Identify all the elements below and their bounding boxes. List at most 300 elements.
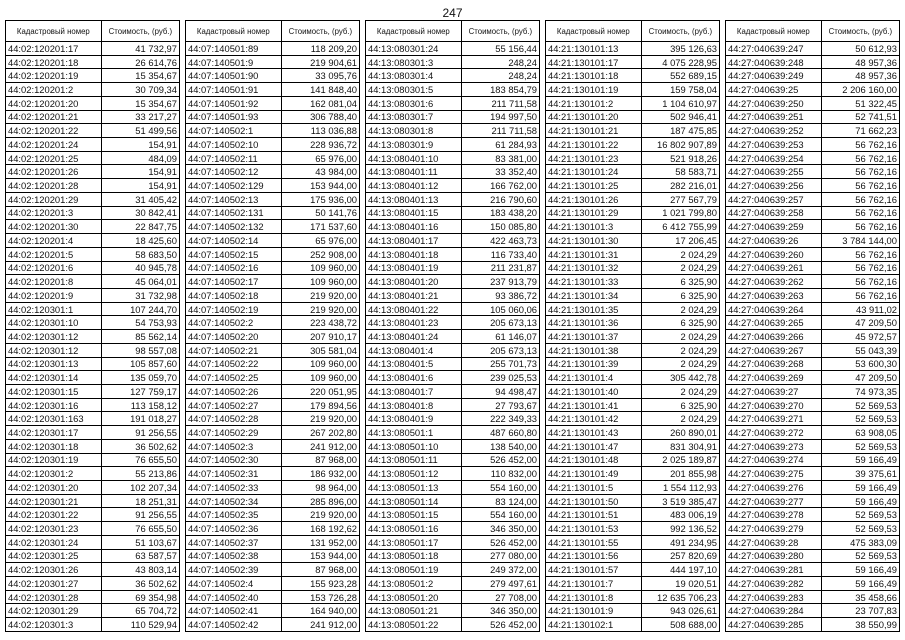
cost-value: 76 655,50 <box>101 522 179 536</box>
cadastral-number: 44:07:140502:15 <box>186 247 282 261</box>
table-row <box>6 234 180 248</box>
table-row <box>546 330 720 344</box>
cost-value: 50 141,76 <box>281 206 359 220</box>
cadastral-number: 44:02:120201:4 <box>6 234 102 248</box>
cadastral-number: 44:13:080401:6 <box>366 371 462 385</box>
cadastral-number-header: Кадастровый номер <box>186 21 282 42</box>
cost-value: 61 146,07 <box>461 330 539 344</box>
table-row <box>726 563 900 577</box>
cost-value: 53 600,30 <box>821 357 899 371</box>
cadastral-number: 44:27:040639:257 <box>726 192 822 206</box>
cost-value: 55 213,86 <box>101 467 179 481</box>
cadastral-number: 44:21:130101:24 <box>546 165 642 179</box>
table-row <box>186 261 360 275</box>
table-row <box>726 192 900 206</box>
cadastral-number: 44:07:140502:10 <box>186 138 282 152</box>
cost-value: 40 945,78 <box>101 261 179 275</box>
cost-value: 219 904,61 <box>281 55 359 69</box>
table-row <box>546 426 720 440</box>
cost-value: 282 216,01 <box>641 179 719 193</box>
table-row <box>6 618 180 632</box>
cost-value: 41 732,97 <box>101 42 179 56</box>
cadastral-number: 44:02:120201:8 <box>6 275 102 289</box>
cadastral-number: 44:21:130101:2 <box>546 96 642 110</box>
cadastral-number: 44:07:140502:31 <box>186 467 282 481</box>
cadastral-number: 44:07:140502:40 <box>186 590 282 604</box>
table-row <box>366 42 540 56</box>
cadastral-number: 44:27:040639:262 <box>726 275 822 289</box>
table-row <box>6 261 180 275</box>
cadastral-number: 44:13:080401:7 <box>366 384 462 398</box>
cost-value: 252 908,00 <box>281 247 359 261</box>
cadastral-number: 44:13:080401:11 <box>366 165 462 179</box>
cost-value: 241 912,00 <box>281 618 359 632</box>
table-row <box>366 453 540 467</box>
cost-value: 56 762,16 <box>821 288 899 302</box>
cost-value: 526 452,00 <box>461 618 539 632</box>
table-row <box>726 535 900 549</box>
table-row <box>186 302 360 316</box>
table-row <box>546 549 720 563</box>
cost-value: 107 244,70 <box>101 302 179 316</box>
table-row <box>6 494 180 508</box>
cost-value: 52 569,53 <box>821 508 899 522</box>
table-row <box>6 42 180 56</box>
table-row <box>546 494 720 508</box>
table-row <box>546 288 720 302</box>
cadastral-number: 44:21:130101:32 <box>546 261 642 275</box>
table-row <box>366 618 540 632</box>
table-row <box>366 508 540 522</box>
cadastral-number: 44:07:140502:37 <box>186 535 282 549</box>
cadastral-number: 44:27:040639:284 <box>726 604 822 618</box>
cost-header: Стоимость, (руб.) <box>641 21 719 42</box>
table-row <box>186 42 360 56</box>
cadastral-number: 44:27:040639:264 <box>726 302 822 316</box>
cost-value: 85 562,14 <box>101 330 179 344</box>
table-row <box>546 165 720 179</box>
cost-value: 1 021 799,80 <box>641 206 719 220</box>
table-row <box>186 110 360 124</box>
cadastral-table <box>185 20 360 632</box>
cost-value: 109 960,00 <box>281 275 359 289</box>
cost-value: 36 502,62 <box>101 577 179 591</box>
cost-value: 71 662,23 <box>821 124 899 138</box>
cost-value: 52 569,53 <box>821 398 899 412</box>
table-row <box>6 83 180 97</box>
cost-value: 166 762,00 <box>461 179 539 193</box>
cadastral-number: 44:27:040639:251 <box>726 110 822 124</box>
table-row <box>546 42 720 56</box>
table-row <box>366 247 540 261</box>
cost-header: Стоимость, (руб.) <box>461 21 539 42</box>
cost-value: 223 438,72 <box>281 316 359 330</box>
cost-value: 491 234,95 <box>641 535 719 549</box>
cadastral-number: 44:21:130101:30 <box>546 234 642 248</box>
cost-value: 992 136,52 <box>641 522 719 536</box>
table-row <box>186 206 360 220</box>
table-row <box>366 220 540 234</box>
cost-value: 105 060,06 <box>461 302 539 316</box>
cadastral-number: 44:02:120201:5 <box>6 247 102 261</box>
table-row <box>186 151 360 165</box>
table-row <box>546 124 720 138</box>
cost-value: 18 425,60 <box>101 234 179 248</box>
cadastral-number: 44:02:120301:1 <box>6 302 102 316</box>
cost-value: 110 832,00 <box>461 467 539 481</box>
cadastral-number: 44:02:120201:22 <box>6 124 102 138</box>
cost-value: 552 689,15 <box>641 69 719 83</box>
table-row <box>366 494 540 508</box>
cost-value: 2 024,29 <box>641 412 719 426</box>
cost-header: Стоимость, (руб.) <box>281 21 359 42</box>
cadastral-number: 44:13:080501:14 <box>366 494 462 508</box>
table-row <box>186 426 360 440</box>
cost-value: 76 655,50 <box>101 453 179 467</box>
cost-value: 27 793,67 <box>461 398 539 412</box>
table-row <box>726 549 900 563</box>
cadastral-number: 44:13:080301:24 <box>366 42 462 56</box>
cost-value: 26 614,76 <box>101 55 179 69</box>
table-row <box>366 206 540 220</box>
cadastral-number: 44:02:120201:29 <box>6 192 102 206</box>
cadastral-number: 44:21:130101:51 <box>546 508 642 522</box>
cadastral-number: 44:07:140502:25 <box>186 371 282 385</box>
cadastral-number: 44:02:120201:3 <box>6 206 102 220</box>
cadastral-number: 44:27:040639:266 <box>726 330 822 344</box>
cadastral-number: 44:27:040639:252 <box>726 124 822 138</box>
cost-value: 94 498,47 <box>461 384 539 398</box>
cost-value: 6 325,90 <box>641 398 719 412</box>
cadastral-number: 44:21:130101:55 <box>546 535 642 549</box>
table-row <box>186 618 360 632</box>
cost-value: 2 024,29 <box>641 302 719 316</box>
cadastral-number: 44:02:120201:25 <box>6 151 102 165</box>
cadastral-number: 44:02:120301:163 <box>6 412 102 426</box>
cadastral-number: 44:07:140502:4 <box>186 577 282 591</box>
cadastral-number: 44:21:130101:21 <box>546 124 642 138</box>
cost-value: 6 412 755,99 <box>641 220 719 234</box>
cadastral-number: 44:07:140502:41 <box>186 604 282 618</box>
cost-value: 65 704,72 <box>101 604 179 618</box>
cost-value: 1 104 610,97 <box>641 96 719 110</box>
cadastral-number: 44:07:140502:16 <box>186 261 282 275</box>
table-row <box>186 124 360 138</box>
cadastral-number-header: Кадастровый номер <box>546 21 642 42</box>
table-row <box>366 549 540 563</box>
cost-value: 201 855,98 <box>641 467 719 481</box>
cadastral-number: 44:21:130101:31 <box>546 247 642 261</box>
table-row <box>186 192 360 206</box>
table-row <box>726 467 900 481</box>
cost-value: 191 018,27 <box>101 412 179 426</box>
cost-value: 422 463,73 <box>461 234 539 248</box>
cost-value: 59 166,49 <box>821 577 899 591</box>
cadastral-number: 44:07:140502:2 <box>186 316 282 330</box>
table-row <box>6 426 180 440</box>
cost-value: 219 920,00 <box>281 302 359 316</box>
cost-value: 22 847,75 <box>101 220 179 234</box>
table-row <box>6 508 180 522</box>
cadastral-number: 44:21:130102:1 <box>546 618 642 632</box>
table-row <box>726 83 900 97</box>
cost-value: 43 803,14 <box>101 563 179 577</box>
table-header-row <box>546 21 720 42</box>
cadastral-number: 44:07:140502:39 <box>186 563 282 577</box>
table-row <box>186 439 360 453</box>
cadastral-number: 44:13:080501:12 <box>366 467 462 481</box>
table-row <box>726 110 900 124</box>
cadastral-number-header: Кадастровый номер <box>6 21 102 42</box>
cost-value: 56 762,16 <box>821 220 899 234</box>
cost-value: 19 020,51 <box>641 577 719 591</box>
cost-value: 222 349,33 <box>461 412 539 426</box>
table-row <box>726 357 900 371</box>
table-row <box>6 192 180 206</box>
table-row <box>546 453 720 467</box>
cost-value: 55 043,39 <box>821 343 899 357</box>
table-row <box>366 412 540 426</box>
cadastral-number: 44:13:080501:17 <box>366 535 462 549</box>
cadastral-number: 44:27:040639:268 <box>726 357 822 371</box>
cadastral-number: 44:13:080401:5 <box>366 357 462 371</box>
table-row <box>186 481 360 495</box>
cost-value: 47 209,50 <box>821 371 899 385</box>
cadastral-number: 44:13:080301:8 <box>366 124 462 138</box>
table-row <box>366 124 540 138</box>
cadastral-number: 44:21:130101:49 <box>546 467 642 481</box>
cadastral-number: 44:07:140501:9 <box>186 55 282 69</box>
cost-value: 305 581,04 <box>281 343 359 357</box>
cost-value: 127 759,17 <box>101 384 179 398</box>
table-row <box>366 302 540 316</box>
cadastral-number: 44:02:120301:26 <box>6 563 102 577</box>
table-row <box>366 151 540 165</box>
table-row <box>186 563 360 577</box>
table-row <box>546 247 720 261</box>
cost-value: 109 960,00 <box>281 371 359 385</box>
table-row <box>6 467 180 481</box>
cadastral-number: 44:21:130101:17 <box>546 55 642 69</box>
cadastral-number: 44:27:040639:247 <box>726 42 822 56</box>
cost-value: 141 848,40 <box>281 83 359 97</box>
table-row <box>6 439 180 453</box>
table-row <box>546 275 720 289</box>
table-row <box>726 42 900 56</box>
table-row <box>366 398 540 412</box>
cost-value: 43 984,00 <box>281 165 359 179</box>
cadastral-number: 44:07:140501:89 <box>186 42 282 56</box>
table-row <box>6 604 180 618</box>
cost-value: 260 890,01 <box>641 426 719 440</box>
cost-value: 164 940,00 <box>281 604 359 618</box>
cost-value: 155 923,28 <box>281 577 359 591</box>
cost-value: 65 976,00 <box>281 234 359 248</box>
cadastral-table <box>5 20 180 632</box>
cadastral-number: 44:21:130101:23 <box>546 151 642 165</box>
cost-value: 153 726,28 <box>281 590 359 604</box>
table-row <box>6 549 180 563</box>
cost-value: 91 256,55 <box>101 508 179 522</box>
cost-value: 179 894,56 <box>281 398 359 412</box>
cost-value: 521 918,26 <box>641 151 719 165</box>
cost-value: 237 913,79 <box>461 275 539 289</box>
cost-value: 205 673,13 <box>461 316 539 330</box>
cadastral-number: 44:02:120201:2 <box>6 83 102 97</box>
cost-value: 58 583,71 <box>641 165 719 179</box>
table-row <box>546 508 720 522</box>
cost-value: 211 711,58 <box>461 96 539 110</box>
cost-value: 18 251,31 <box>101 494 179 508</box>
cadastral-number: 44:13:080501:2 <box>366 577 462 591</box>
cadastral-number: 44:21:130101:18 <box>546 69 642 83</box>
cadastral-number: 44:13:080501:13 <box>366 481 462 495</box>
cadastral-number: 44:07:140502:27 <box>186 398 282 412</box>
cost-value: 45 972,57 <box>821 330 899 344</box>
cadastral-number: 44:21:130101:25 <box>546 179 642 193</box>
cost-value: 249 372,00 <box>461 563 539 577</box>
table-row <box>186 138 360 152</box>
cost-value: 27 708,00 <box>461 590 539 604</box>
cadastral-number: 44:27:040639:277 <box>726 494 822 508</box>
cadastral-number: 44:07:140502:22 <box>186 357 282 371</box>
cost-value: 55 156,44 <box>461 42 539 56</box>
cadastral-number: 44:27:040639:256 <box>726 179 822 193</box>
table-row <box>726 124 900 138</box>
cadastral-number-header: Кадастровый номер <box>726 21 822 42</box>
table-row <box>366 110 540 124</box>
cost-value: 241 912,00 <box>281 439 359 453</box>
cost-value: 56 762,16 <box>821 151 899 165</box>
cadastral-number: 44:13:080501:18 <box>366 549 462 563</box>
table-row <box>186 467 360 481</box>
table-row <box>6 302 180 316</box>
table-row <box>6 69 180 83</box>
table-row <box>546 439 720 453</box>
cost-value: 2 024,29 <box>641 247 719 261</box>
table-header-row <box>366 21 540 42</box>
cadastral-number: 44:27:040639:279 <box>726 522 822 536</box>
table-row <box>6 453 180 467</box>
cadastral-number: 44:27:040639:255 <box>726 165 822 179</box>
cadastral-number: 44:21:130101:4 <box>546 371 642 385</box>
cadastral-number: 44:02:120301:17 <box>6 426 102 440</box>
table-row <box>546 69 720 83</box>
cadastral-number: 44:07:140502:11 <box>186 151 282 165</box>
table-row <box>546 371 720 385</box>
table-row <box>726 247 900 261</box>
table-row <box>6 343 180 357</box>
cost-value: 110 529,94 <box>101 618 179 632</box>
table-row <box>546 535 720 549</box>
table-row <box>726 522 900 536</box>
cost-value: 56 762,16 <box>821 138 899 152</box>
cadastral-number: 44:07:140502:1 <box>186 124 282 138</box>
cadastral-number: 44:07:140502:17 <box>186 275 282 289</box>
cost-value: 105 857,60 <box>101 357 179 371</box>
cadastral-number: 44:02:120201:21 <box>6 110 102 124</box>
table-row <box>546 110 720 124</box>
cost-value: 52 569,53 <box>821 412 899 426</box>
cost-value: 113 158,12 <box>101 398 179 412</box>
cadastral-number: 44:13:080401:13 <box>366 192 462 206</box>
cost-value: 248,24 <box>461 69 539 83</box>
cost-value: 59 166,49 <box>821 494 899 508</box>
table-row <box>546 412 720 426</box>
table-row <box>726 343 900 357</box>
table-row <box>546 316 720 330</box>
cadastral-number: 44:13:080401:16 <box>366 220 462 234</box>
table-row <box>6 522 180 536</box>
cadastral-number: 44:13:080401:23 <box>366 316 462 330</box>
cost-value: 38 550,99 <box>821 618 899 632</box>
cost-value: 554 160,00 <box>461 508 539 522</box>
cadastral-number: 44:07:140502:14 <box>186 234 282 248</box>
table-row <box>186 179 360 193</box>
cadastral-number: 44:07:140501:91 <box>186 83 282 97</box>
table-row <box>6 165 180 179</box>
table-row <box>366 234 540 248</box>
cadastral-number: 44:27:040639:26 <box>726 234 822 248</box>
cadastral-number: 44:07:140502:12 <box>186 165 282 179</box>
table-row <box>726 577 900 591</box>
table-row <box>726 508 900 522</box>
table-row <box>546 261 720 275</box>
cost-value: 306 788,40 <box>281 110 359 124</box>
cost-value: 93 386,72 <box>461 288 539 302</box>
table-row <box>366 275 540 289</box>
cadastral-number: 44:27:040639:281 <box>726 563 822 577</box>
table-row <box>546 96 720 110</box>
table-row <box>726 220 900 234</box>
table-row <box>186 412 360 426</box>
table-row <box>186 55 360 69</box>
table-row <box>186 96 360 110</box>
cost-value: 444 197,10 <box>641 563 719 577</box>
cadastral-number: 44:13:080401:22 <box>366 302 462 316</box>
cost-value: 154,91 <box>101 179 179 193</box>
cadastral-number: 44:02:120301:28 <box>6 590 102 604</box>
table-row <box>366 316 540 330</box>
table-row <box>6 206 180 220</box>
table-row <box>6 371 180 385</box>
table-row <box>366 357 540 371</box>
table-row <box>726 165 900 179</box>
table-row <box>366 55 540 69</box>
cadastral-number: 44:21:130101:48 <box>546 453 642 467</box>
table-row <box>726 426 900 440</box>
cost-value: 168 192,62 <box>281 522 359 536</box>
cadastral-number: 44:02:120301:20 <box>6 481 102 495</box>
cadastral-number: 44:27:040639:273 <box>726 439 822 453</box>
cadastral-number: 44:07:140502:42 <box>186 618 282 632</box>
cost-value: 83 381,00 <box>461 151 539 165</box>
cost-value: 1 554 112,93 <box>641 481 719 495</box>
cost-value: 162 081,04 <box>281 96 359 110</box>
cost-value: 3 784 144,00 <box>821 234 899 248</box>
table-row <box>6 96 180 110</box>
cadastral-number: 44:13:080501:1 <box>366 426 462 440</box>
table-row <box>186 549 360 563</box>
table-row <box>726 330 900 344</box>
cadastral-number: 44:13:080401:19 <box>366 261 462 275</box>
cost-value: 50 612,93 <box>821 42 899 56</box>
cost-value: 47 209,50 <box>821 316 899 330</box>
cadastral-table <box>365 20 540 632</box>
table-row <box>366 192 540 206</box>
cost-value: 502 946,41 <box>641 110 719 124</box>
cadastral-number: 44:21:130101:7 <box>546 577 642 591</box>
